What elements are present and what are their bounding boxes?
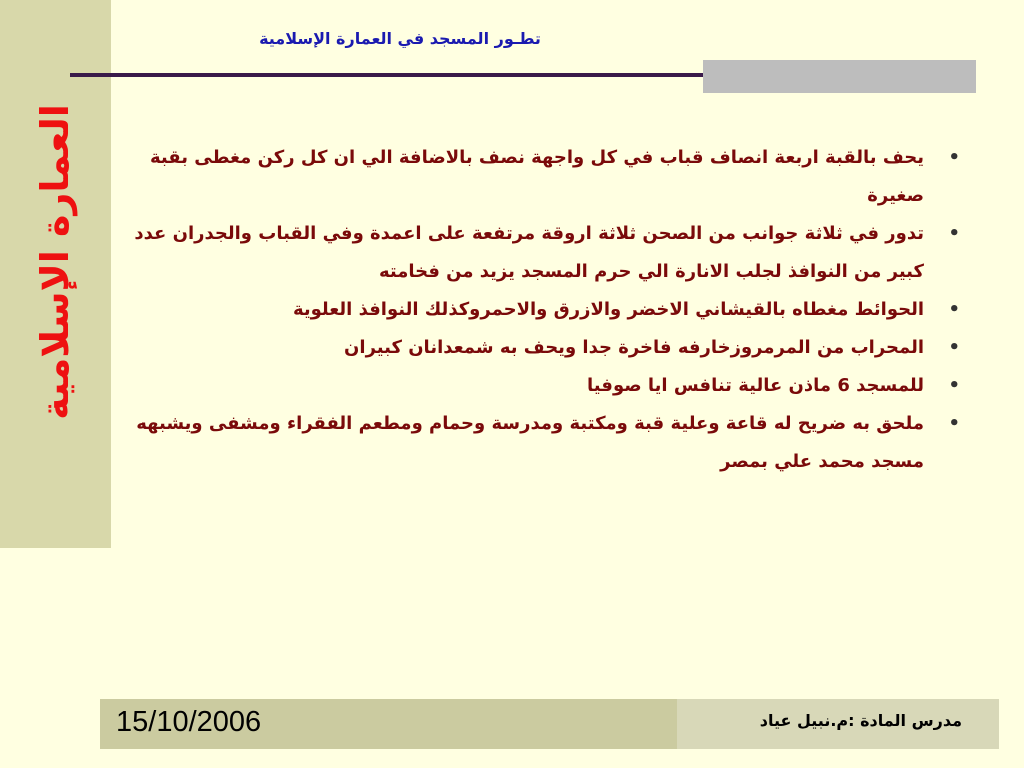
- bullet-text: المحراب من المرمروزخارفه فاخرة جدا ويحف به شمعدانان كبيران: [344, 337, 924, 358]
- bullet-text: الحوائط مغطاه بالقيشاني الاخضر والازرق والاحمروكذلك النوافذ العلوية: [292, 299, 924, 320]
- bullet-item: [122, 405, 972, 481]
- bullet-dot-icon: •: [948, 375, 960, 396]
- bullet-dot-icon: •: [948, 147, 960, 168]
- bullet-dot-icon: •: [948, 299, 960, 320]
- slide-content: [122, 139, 972, 481]
- bullet-list: [122, 139, 972, 481]
- bullet-dot-icon: •: [948, 337, 960, 358]
- bullet-item: [122, 367, 972, 405]
- footer-author: مدرس المادة :م.نبيل عياد: [759, 711, 962, 730]
- bullet-item: [122, 329, 972, 367]
- bullet-dot-icon: •: [948, 413, 960, 434]
- bullet-text: للمسجد 6 ماذن عالية تنافس ايا صوفيا: [587, 375, 924, 396]
- bullet-text: يحف بالقبة اربعة انصاف قباب في كل واجهة نصف بالاضافة الي ان كل ركن مغطى بقبة صغيرة: [150, 147, 924, 206]
- sidebar-title: العمارة الإسلامية: [33, 104, 77, 420]
- header-accent-box: [703, 60, 976, 93]
- slide-header-title: تطـور المسجد في العمارة الإسلامية: [259, 29, 541, 48]
- footer-date: 15/10/2006: [116, 706, 262, 738]
- bullet-dot-icon: •: [948, 223, 960, 244]
- bullet-text: ملحق به ضريح له قاعة وعلية قبة ومكتبة ومدرسة وحمام ومطعم الفقراء ومشفى ويشبهه مسجد محمد علي بمصر: [136, 413, 924, 472]
- bullet-item: [122, 139, 972, 215]
- bullet-item: [122, 215, 972, 291]
- bullet-item: [122, 291, 972, 329]
- bullet-text: تدور في ثلاثة جوانب من الصحن ثلاثة اروقة مرتفعة على اعمدة وفي القباب والجدران عدد كبير من النوافذ لجلب الانارة الي حرم المسجد يزيد من فخامته: [134, 223, 924, 282]
